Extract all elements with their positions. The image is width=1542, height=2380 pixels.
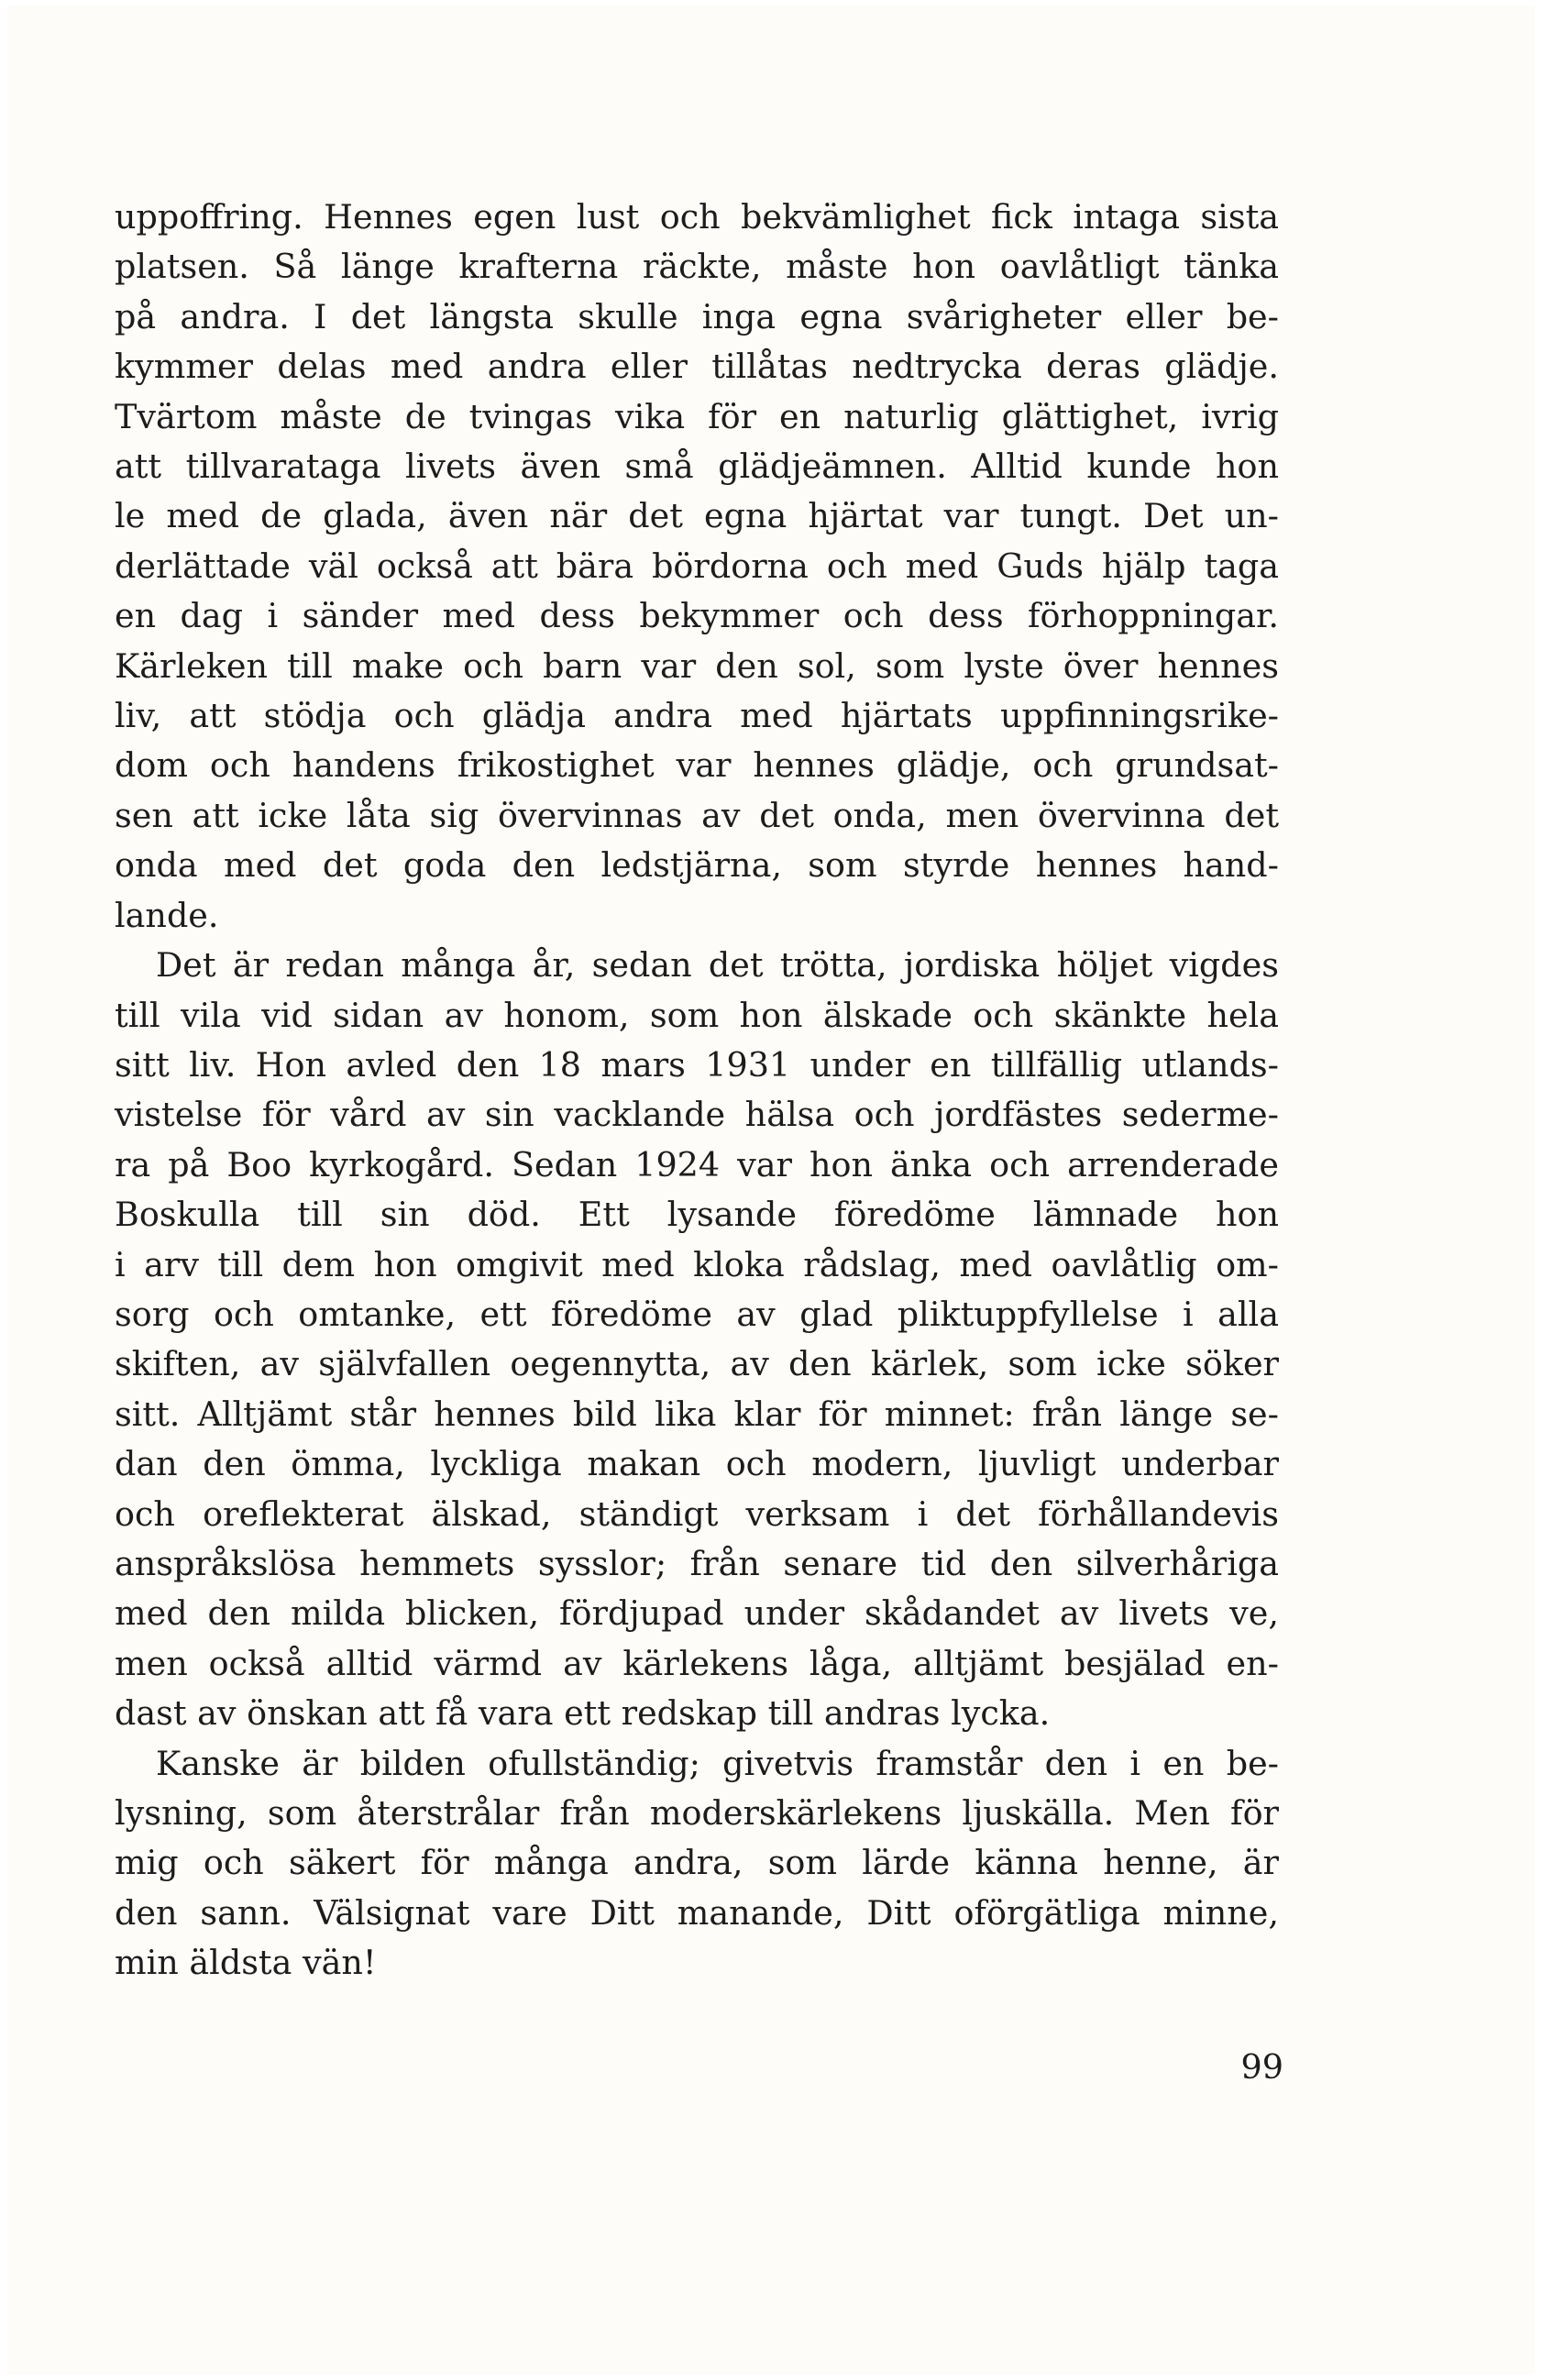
text-line: den sann. Välsignat vare Ditt manande, Ditt oförgätliga minne,	[115, 1892, 1279, 1933]
text-line: derlättade väl också att bära bördorna och med Guds hjälp taga	[115, 545, 1279, 586]
text-line: sitt liv. Hon avled den 18 mars 1931 under en tillfällig utlands-	[115, 1044, 1279, 1085]
text-line: Det är redan många år, sedan det trötta, jordiska höljet vigdes	[156, 945, 1279, 986]
page-number: 99	[1240, 2047, 1283, 2087]
text-line: men också alltid värmd av kärlekens låga, alltjämt besjälad en-	[115, 1643, 1279, 1683]
text-line: sorg och omtanke, ett föredöme av glad pliktuppfyllelse i alla	[115, 1294, 1279, 1334]
text-line: uppoffring. Hennes egen lust och bekvämlighet fick intaga sista	[115, 197, 1279, 237]
text-line: dast av önskan att få vara ett redskap till andras lycka.	[115, 1693, 1051, 1734]
text-line: Kanske är bilden ofullständig; givetvis framstår den i en be-	[156, 1743, 1279, 1783]
text-line: och oreflekterat älskad, ständigt verksam i det förhållandevis	[115, 1493, 1279, 1534]
text-line: Boskulla till sin död. Ett lysande föredöme lämnade hon	[115, 1195, 1279, 1235]
paragraph	[115, 941, 1279, 1739]
text-line: i arv till dem hon omgivit med kloka rådslag, med oavlåtlig om-	[115, 1244, 1279, 1284]
text-line: skiften, av självfallen oegennytta, av den kärlek, som icke söker	[115, 1344, 1279, 1384]
text-line: lysning, som återstrålar från moderskärlekens ljuskälla. Men för	[115, 1793, 1279, 1833]
text-line: le med de glada, även när det egna hjärtat var tungt. Det un-	[115, 496, 1279, 536]
paragraph	[115, 193, 1279, 941]
text-line: kymmer delas med andra eller tillåtas nedtrycka deras glädje.	[115, 347, 1279, 387]
text-line: ra på Boo kyrkogård. Sedan 1924 var hon änka och arrenderade	[115, 1144, 1279, 1184]
text-line: anspråkslösa hemmets sysslor; från senare tid den silverhåriga	[115, 1543, 1279, 1583]
text-line: platsen. Så länge krafterna räckte, måste hon oavlåtligt tänka	[115, 247, 1279, 287]
text-line: Tvärtom måste de tvingas vika för en naturlig glättighet, ivrig	[115, 396, 1279, 436]
text-line: en dag i sänder med dess bekymmer och dess förhoppningar.	[115, 596, 1279, 636]
text-line: på andra. I det längsta skulle inga egna svårigheter eller be-	[115, 296, 1279, 336]
text-line: att tillvarataga livets även små glädjeämnen. Alltid kunde hon	[115, 446, 1279, 487]
text-line: dom och handens frikostighet var hennes glädje, och grundsat-	[115, 745, 1279, 786]
text-line: till vila vid sidan av honom, som hon älskade och skänkte hela	[115, 995, 1279, 1035]
text-line: onda med det goda den ledstjärna, som styrde hennes hand-	[115, 845, 1279, 886]
text-line: dan den ömma, lyckliga makan och modern, ljuvligt underbar	[115, 1444, 1279, 1484]
text-line: sen att icke låta sig övervinnas av det onda, men övervinna det	[115, 795, 1279, 835]
text-line: mig och säkert för många andra, som lärde känna henne, är	[115, 1843, 1279, 1883]
text-line: lande.	[115, 895, 219, 935]
text-line: med den milda blicken, fördjupad under skådandet av livets ve,	[115, 1593, 1279, 1634]
text-line: vistelse för vård av sin vacklande hälsa och jordfästes sederme-	[115, 1095, 1279, 1135]
text-line: min äldsta vän!	[115, 1943, 377, 1983]
paragraph	[115, 1739, 1279, 1989]
text-line: Kärleken till make och barn var den sol, som lyste över hennes	[115, 645, 1279, 686]
body-text	[115, 193, 1279, 1989]
text-line: liv, att stödja och glädja andra med hjärtats uppfinningsrike-	[115, 696, 1279, 736]
text-line: sitt. Alltjämt står hennes bild lika klar för minnet: från länge se-	[115, 1394, 1279, 1434]
